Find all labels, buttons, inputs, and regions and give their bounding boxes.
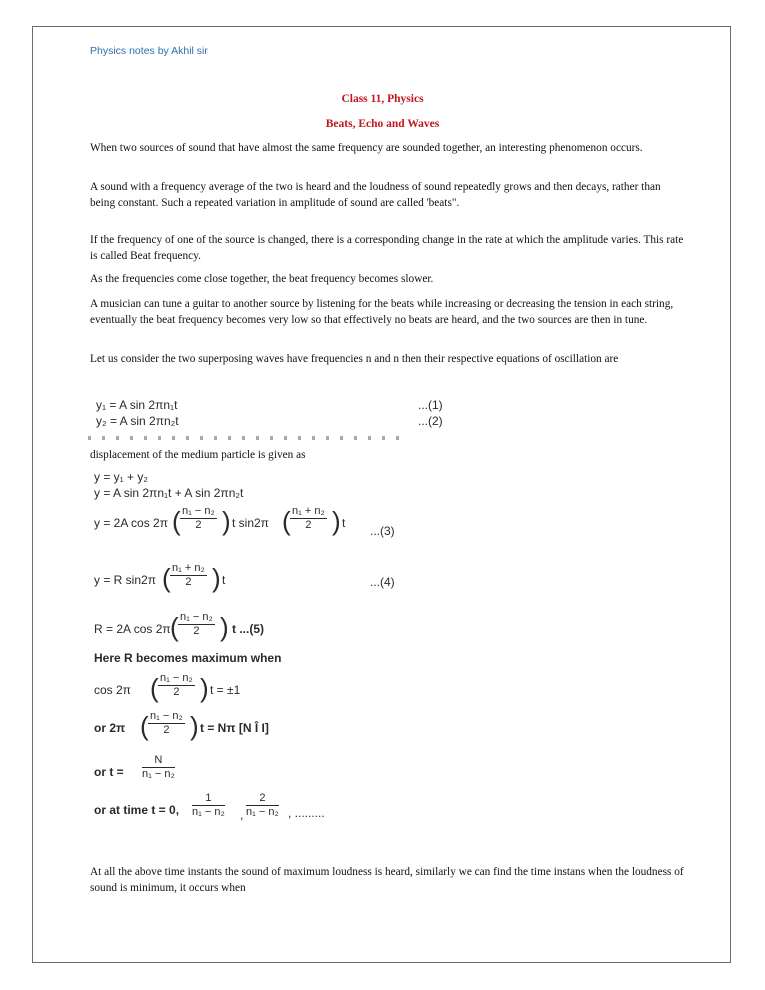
equation-2: y₂ = A sin 2πn₂t xyxy=(96,414,179,428)
fraction-diff-half xyxy=(178,611,215,638)
equation-3-middle: t sin2π xyxy=(232,516,269,530)
fraction-denominator: n₁ − n₂ xyxy=(142,768,175,780)
paren-open: ( xyxy=(282,506,291,536)
equation-3-right: t xyxy=(342,516,346,530)
fraction-N-over-diff xyxy=(142,754,175,781)
fraction-diff-half xyxy=(148,710,185,737)
fraction-denominator: 2 xyxy=(195,519,202,531)
paragraph-guitar-tuning: A musician can tune a guitar to another source by listening for the beats while increasing or decreasing the tension in each string, eventually the beat frequency becomes very low so that effectively no beats are heard, and the two sources are then in tune. xyxy=(90,298,674,326)
fraction-denominator: 2 xyxy=(163,724,170,736)
fraction-numerator: 1 xyxy=(192,792,225,806)
page-subtitle: Beats, Echo and Waves xyxy=(325,118,440,130)
paren-close: ) xyxy=(212,563,221,593)
paragraph-beat-frequency: If the frequency of one of the source is changed, there is a corresponding change in the rate at which the amplitude varies. This rate is called Beat frequency. xyxy=(90,234,684,262)
fraction-denominator: n₁ − n₂ xyxy=(192,806,225,818)
paren-open: ( xyxy=(162,563,171,593)
equation-1-tag: ...(1) xyxy=(418,398,443,412)
equation-5-right: t ...(5) xyxy=(232,622,264,636)
paren-open: ( xyxy=(140,711,149,741)
paren-close: ) xyxy=(220,612,229,642)
paren-close: ) xyxy=(200,673,209,703)
fraction-numerator: n₁ − n₂ xyxy=(150,710,183,722)
equation-4-right: t xyxy=(222,573,226,587)
fraction-numerator: n₁ − n₂ xyxy=(182,505,215,517)
paren-open: ( xyxy=(170,612,179,642)
cropped-text-remnant xyxy=(88,436,408,440)
equation-sum-2: y = A sin 2πn₁t + A sin 2πn₂t xyxy=(94,486,244,500)
page-title: Class 11, Physics xyxy=(341,93,424,105)
paren-open: ( xyxy=(150,673,159,703)
fraction-diff-half xyxy=(158,672,195,699)
paren-close: ) xyxy=(190,711,199,741)
or-line-1-left: or 2π xyxy=(94,721,126,735)
fraction-numerator: 2 xyxy=(246,792,279,806)
fraction-denominator: 2 xyxy=(185,576,192,588)
fraction-numerator: n₁ − n₂ xyxy=(160,672,193,684)
fraction-numerator: n₁ + n₂ xyxy=(292,505,325,517)
paragraph-displacement: displacement of the medium particle is given as xyxy=(90,449,306,461)
fraction-2-over-diff xyxy=(246,792,279,819)
cos-condition-right: t = ±1 xyxy=(210,683,241,697)
paren-close: ) xyxy=(222,506,231,536)
equation-1: y₁ = A sin 2πn₁t xyxy=(96,398,178,412)
maximum-condition-text: Here R becomes maximum when xyxy=(94,651,282,665)
fraction-denominator: 2 xyxy=(305,519,312,531)
or-line-3-left: or at time t = 0, xyxy=(94,803,180,817)
paragraph-frequencies-close: As the frequencies come close together, the beat frequency becomes slower. xyxy=(90,273,434,285)
cos-condition-left: cos 2π xyxy=(94,683,131,697)
fraction-1-over-diff xyxy=(192,792,225,819)
equation-4-left: y = R sin2π xyxy=(94,573,156,587)
equation-sum-1: y = y₁ + y₂ xyxy=(94,470,149,484)
equation-4-tag: ...(4) xyxy=(370,575,395,589)
paren-open: ( xyxy=(172,506,181,536)
header-note: Physics notes by Akhil sir xyxy=(90,45,208,57)
equation-5-left: R = 2A cos 2π xyxy=(94,622,171,636)
or-line-2-left: or t = xyxy=(94,765,124,779)
equation-3-left: y = 2A cos 2π xyxy=(94,516,168,530)
fraction-numerator: n₁ − n₂ xyxy=(180,611,213,623)
or-line-1-right: t = Nπ [N Î I] xyxy=(200,721,269,735)
ellipsis-dots: , ......... xyxy=(288,806,325,820)
fraction-denominator: 2 xyxy=(193,625,200,637)
fraction-diff-half xyxy=(180,505,217,532)
fraction-denominator: 2 xyxy=(173,686,180,698)
paragraph-beats-definition: A sound with a frequency average of the two is heard and the loudness of sound repeatedly grows and then decays, rather than being constant. Such a repeated variation in amplitude of sound are called 'beats". xyxy=(90,181,661,209)
fraction-sum-half xyxy=(290,505,327,532)
equation-3-tag: ...(3) xyxy=(370,524,395,538)
equation-2-tag: ...(2) xyxy=(418,414,443,428)
fraction-separator: , xyxy=(240,808,244,822)
paragraph-superposing-waves: Let us consider the two superposing waves have frequencies n and n then their respective equations of oscillation are xyxy=(90,353,619,365)
fraction-denominator: n₁ − n₂ xyxy=(246,806,279,818)
paragraph-maximum-loudness: At all the above time instants the sound of maximum loudness is heard, similarly we can find the time instans when the loudness of sound is minimum, it occurs when xyxy=(90,866,684,894)
fraction-numerator: N xyxy=(142,754,175,768)
fraction-numerator: n₁ + n₂ xyxy=(172,562,205,574)
paren-close: ) xyxy=(332,506,341,536)
paragraph-intro: When two sources of sound that have almost the same frequency are sounded together, an interesting phenomenon occurs. xyxy=(90,142,643,154)
fraction-sum-half xyxy=(170,562,207,589)
